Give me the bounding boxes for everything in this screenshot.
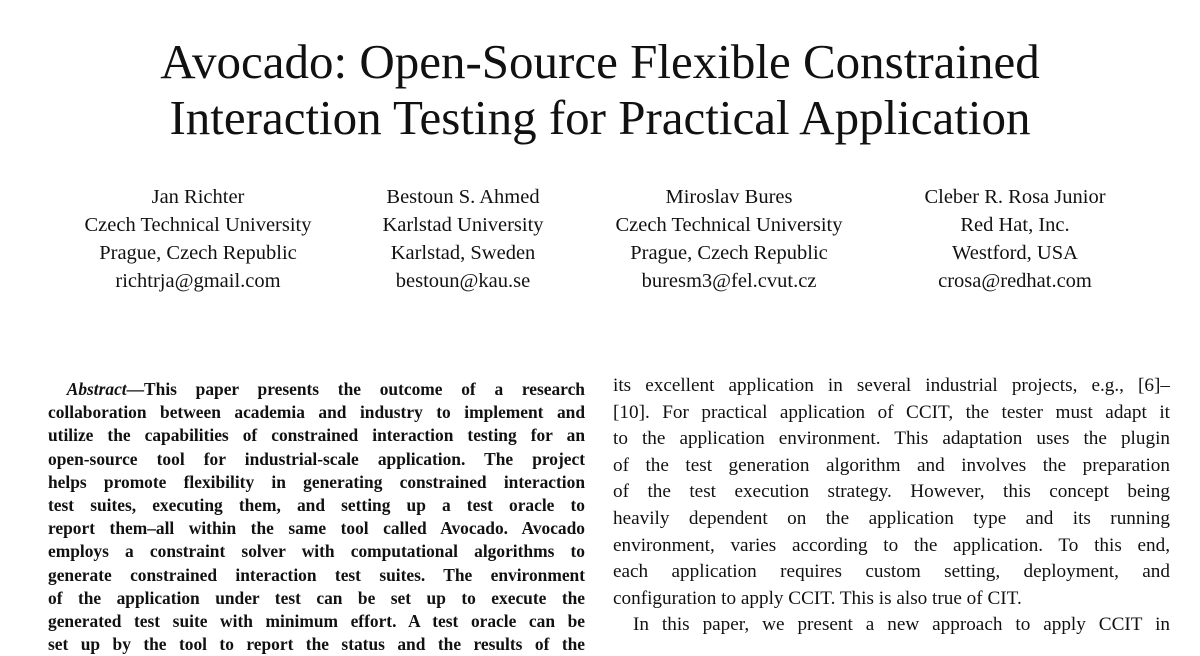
title-line-2: Interaction Testing for Practical Application: [169, 90, 1031, 145]
body-line: heavily dependent on the application type and its running: [613, 507, 1170, 529]
author-affiliation: Karlstad University: [382, 214, 544, 236]
author-affiliation: Red Hat, Inc.: [960, 214, 1070, 236]
author-name: Miroslav Bures: [665, 186, 793, 208]
abstract-heading: Abstract: [66, 379, 127, 399]
author-affiliation: Czech Technical University: [615, 214, 843, 236]
body-line: [10]. For practical application of CCIT, the tester must adapt it: [613, 401, 1170, 423]
author-2: [333, 183, 593, 295]
author-block: [0, 183, 1200, 303]
abstract-line: open-source tool for industrial-scale application. The project: [48, 448, 585, 469]
author-affiliation: Czech Technical University: [84, 214, 312, 236]
author-location: Prague, Czech Republic: [630, 242, 828, 264]
body-line: its excellent application in several industrial projects, e.g., [6]–: [613, 375, 1170, 396]
abstract-line: collaboration between academia and industry to implement and: [48, 402, 585, 423]
author-name: Cleber R. Rosa Junior: [924, 186, 1106, 208]
author-1: [68, 183, 328, 295]
abstract-first-line: —This paper presents the outcome of a research: [126, 379, 585, 399]
abstract-line: [48, 378, 585, 401]
author-email: bestoun@kau.se: [395, 270, 531, 292]
abstract-line: test suites, executing them, and setting up a test oracle to: [48, 495, 585, 516]
author-email: crosa@redhat.com: [938, 270, 1092, 292]
paper-title: [0, 34, 1200, 146]
abstract-line: of the application under test can be set up to execute the: [48, 587, 585, 608]
body-line: environment, varies according to the application. To this end,: [613, 534, 1170, 556]
author-location: Prague, Czech Republic: [99, 242, 297, 264]
author-name: Bestoun S. Ahmed: [386, 186, 540, 208]
body-line: of the test execution strategy. However, this concept being: [613, 481, 1170, 503]
author-name: Jan Richter: [151, 186, 245, 208]
author-location: Karlstad, Sweden: [390, 242, 536, 264]
body-line: configuration to apply CCIT. This is also true of CIT.: [613, 587, 1022, 609]
abstract-line: utilize the capabilities of constrained interaction testing for an: [48, 425, 585, 446]
body-line: to the application environment. This adaptation uses the plugin: [613, 428, 1170, 450]
author-4: [880, 183, 1150, 295]
abstract-line: generated test suite with minimum effort. A test oracle can be: [48, 611, 585, 632]
body-text-right-column: [613, 373, 1170, 639]
abstract-line: generate constrained interaction test suites. The environment: [48, 564, 585, 585]
abstract-line: employs a constraint solver with computational algorithms to: [48, 541, 585, 562]
body-paragraph-start: In this paper, we present a new approach to apply CCIT in: [633, 614, 1170, 636]
author-location: Westford, USA: [952, 242, 1078, 264]
abstract: [48, 378, 585, 656]
body-line: of the test generation algorithm and involves the preparation: [613, 454, 1170, 476]
body-line: each application requires custom setting, deployment, and: [613, 561, 1170, 583]
author-email: richtrja@gmail.com: [115, 270, 281, 292]
abstract-line: helps promote flexibility in generating constrained interaction: [48, 471, 585, 492]
author-email: buresm3@fel.cvut.cz: [641, 270, 817, 292]
title-line-1: Avocado: Open-Source Flexible Constrained: [160, 34, 1040, 89]
abstract-line: set up by the tool to report the status and the results of the: [48, 634, 585, 655]
abstract-line: report them–all within the same tool called Avocado. Avocado: [48, 518, 585, 539]
author-3: [598, 183, 860, 295]
